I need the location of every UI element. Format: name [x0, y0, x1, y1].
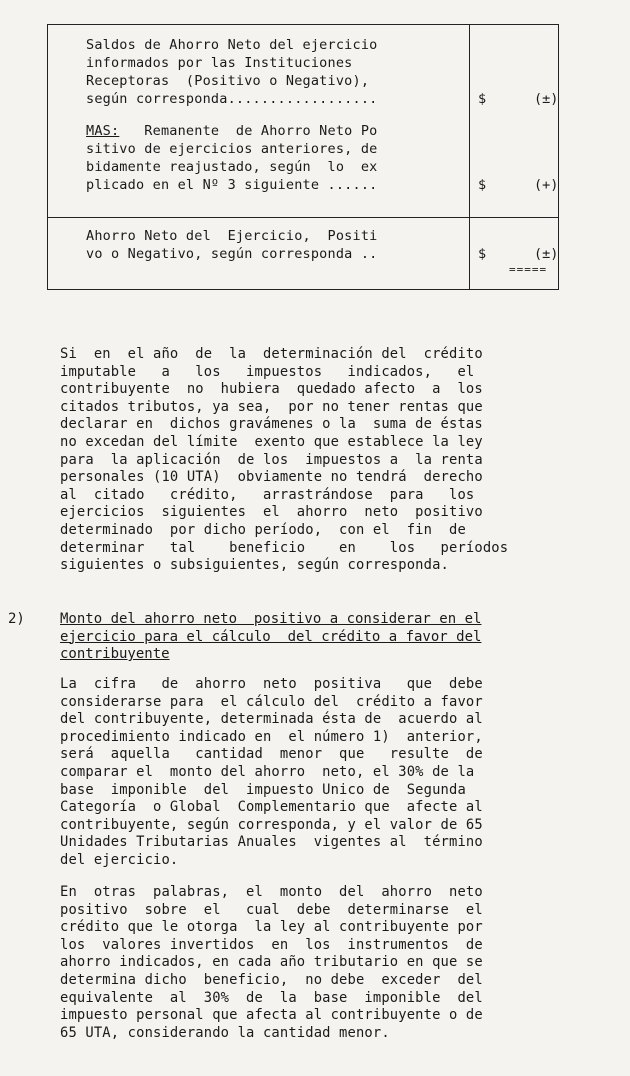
row2-description — [86, 122, 377, 194]
row3-description: Ahorro Neto del Ejercicio, Positi vo o Negativo, según corresponda .. — [86, 228, 378, 262]
row3-total-mark: ===== — [509, 263, 548, 276]
row2-currency: $ — [478, 177, 487, 193]
row2-description-text: Remanente de Ahorro Neto Po sitivo de ejercicios anteriores, de bidamente reajustado, según lo ex plicado en el Nº 3 siguiente ...... — [86, 123, 378, 193]
section-2-number: 2) — [8, 611, 25, 627]
row2-sign: (+) — [534, 177, 559, 193]
row1-description: Saldos de Ahorro Neto del ejercicio informados por las Instituciones Receptoras (Positivo o Negativo), según corresponda.................. — [86, 37, 378, 107]
table-row-divider — [47, 217, 559, 218]
section-2-paragraph-b: En otras palabras, el monto del ahorro neto positivo sobre el cual debe determinarse el crédito que le otorga la ley al contribuyente por los valores invertidos en los instrumentos de ahorro indicados, en cada año tributario en que se determina dicho beneficio, no debe exceder del equivalente al 30% de la base imponible del impuesto personal que afecta al contribuyente o de 65 UTA, considerando la cantidad menor. — [60, 884, 483, 1041]
row3-currency: $ — [478, 246, 487, 262]
row2-label: MAS: — [86, 123, 120, 139]
table-column-divider — [469, 24, 470, 290]
section-2-heading — [60, 611, 592, 664]
paragraph-1: Si en el año de la determinación del crédito imputable a los impuestos indicados, el contribuyente no hubiera quedado afecto a los citados tributos, ya sea, por no tener rentas que declarar en dichos gravámenes o la suma de éstas no excedan del límite exento que establece la ley para la aplicación de los impuestos a la renta personales (10 UTA) obviamente no tendrá derecho al citado crédito, arrastrándose para los ejercicios siguientes el ahorro neto positivo determinado por dicho período, con el fin de determinar tal beneficio en los períodos siguientes o subsiguientes, según corresponda. — [60, 346, 509, 574]
section-2-paragraph-a: La cifra de ahorro neto positiva que debe considerarse para el cálculo del crédito a favor del contribuyente, determinada ésta de acuerdo al procedimiento indicado en el número 1) anterior, será aquella cantidad menor que resulte de comparar el monto del ahorro neto, el 30% de la base imponible del impuesto Unico de Segunda Categoría o Global Complementario que afecte al contribuyente, según corresponda, y el valor de 65 Unidades Tributarias Anuales vigentes al término del ejercicio. — [60, 676, 483, 868]
section-2-heading-text: Monto del ahorro neto positivo a considerar en el ejercicio para el cálculo del crédito a favor del contribuyente — [60, 611, 482, 663]
row3-sign: (±) — [534, 246, 559, 262]
row1-currency: $ — [478, 91, 487, 107]
row1-sign: (±) — [534, 91, 559, 107]
